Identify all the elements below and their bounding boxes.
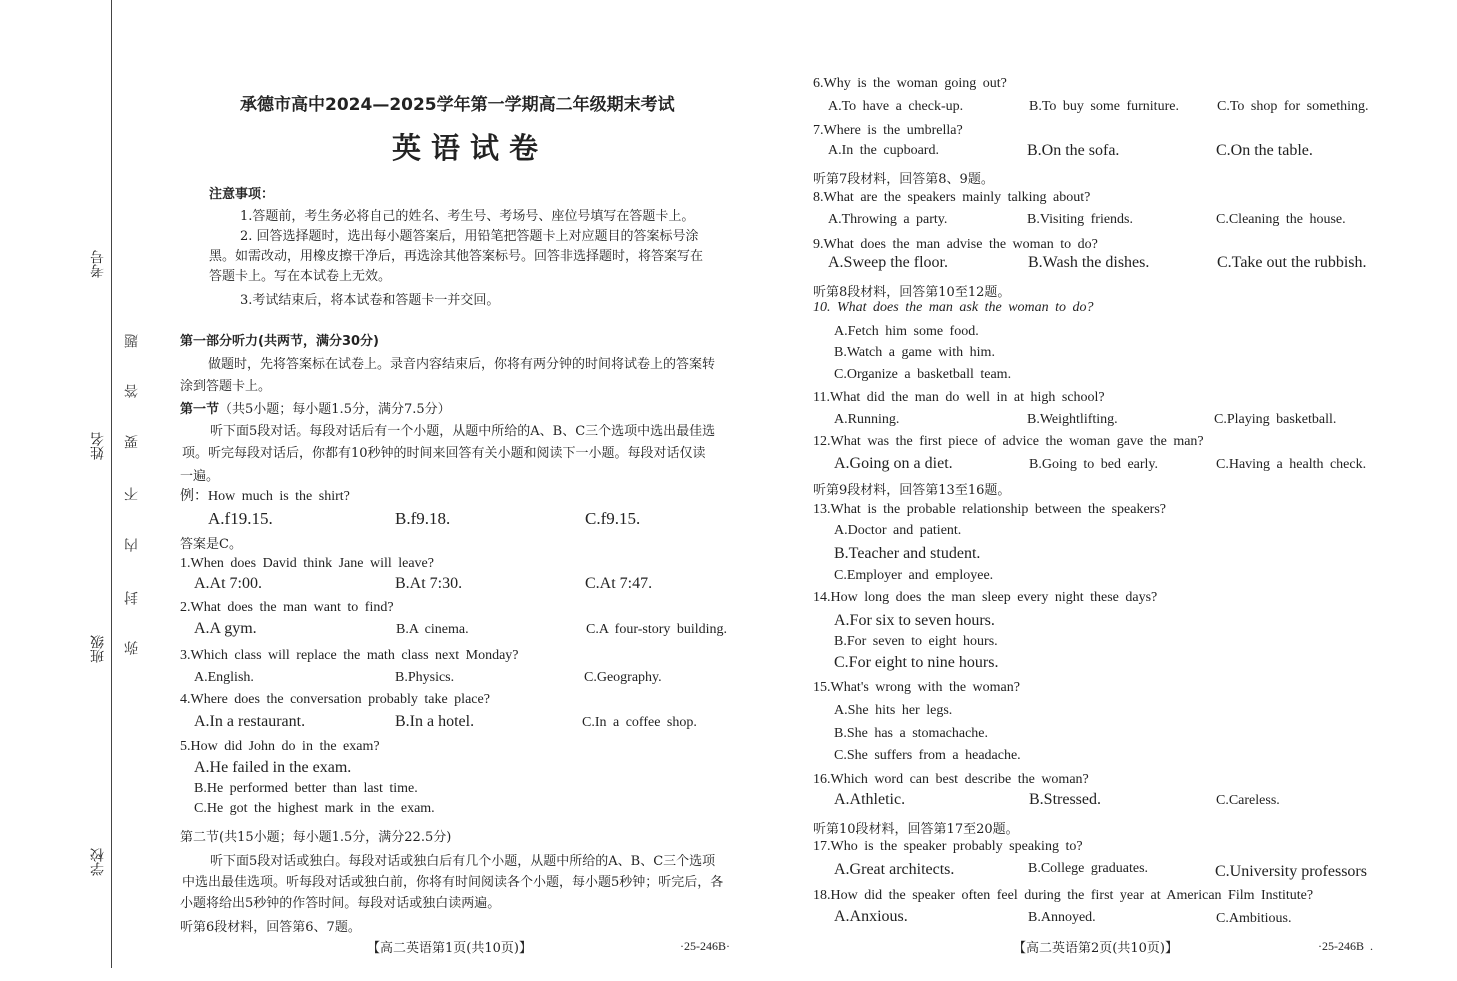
option: C.Organize a basketball team. [834,367,1012,382]
option: A.For six to seven hours. [834,612,995,629]
option: A.In a restaurant. [194,713,306,730]
page-code-right: ·25-246B . [1318,939,1373,953]
seal-char: 内 [124,538,140,552]
example-question: 例：How much is the shirt? [180,489,350,504]
notice-item: 1.答题前，考生务必将自己的姓名、考生号、考场号、座位号填写在答题卡上。 [240,209,695,224]
option: B.Physics. [395,670,455,685]
option: A.She hits her legs. [834,703,953,718]
option: A.Going on a diet. [834,455,953,472]
option: C.In a coffee shop. [582,715,697,730]
part1-intro: 做题时，先将答案标在试卷上。录音内容结束后，你将有两分钟的时间将试卷上的答案转 [208,357,716,372]
option: C.He got the highest mark in the exam. [194,801,435,816]
option: C.Having a health check. [1216,457,1367,472]
example-option: A.f19.15. [208,509,273,528]
option: A.Doctor and patient. [834,523,962,538]
option: C.University professors [1215,863,1367,880]
option: A.English. [194,670,254,685]
option: A.To have a check-up. [828,99,964,114]
section1-note: （共5小题；每小题1.5分，满分7.5分） [219,402,451,417]
section1-intro: 听下面5段对话。每段对话后有一个小题，从题中所给的A、B、C三个选项中选出最佳选 [210,424,716,439]
seal-char: 答 [124,384,140,398]
section1-intro: 项。听完每段对话后，你都有10秒钟的时间来回答有关小题和阅读下一小题。每段对话仅读 [182,446,706,461]
option: A.Fetch him some food. [834,324,979,339]
option: B.Weightlifting. [1027,412,1118,427]
question-2: 2.What does the man want to find? [180,600,394,615]
notice-item: 黑。如需改动，用橡皮擦干净后，再选涂其他答案标号。回答非选择题时，将答案写在 [209,249,704,264]
question-7: 7.Where is the umbrella? [813,123,963,138]
option: C.Cleaning the house. [1216,212,1346,227]
question-18: 18.How did the speaker often feel during the first year at American Film Institute? [813,888,1314,903]
notice-item: 答题卡上。写在本试卷上无效。 [209,269,392,284]
school-label: 学校 [90,848,106,876]
example-answer: 答案是C。 [180,537,242,552]
option: B.Visiting friends. [1027,212,1133,227]
option: B.In a hotel. [395,713,475,730]
notice-heading: 注意事项： [209,187,275,202]
option: C.Employer and employee. [834,568,994,583]
option: B.Annoyed. [1028,910,1096,925]
question-5: 5.How did John do in the exam? [180,739,380,754]
section2-intro: 小题将给出5秒钟的作答时间。每段对话或独白读两遍。 [180,896,501,911]
option: A.Sweep the floor. [828,254,948,271]
example-option: B.f9.18. [395,509,451,528]
option: A.In the cupboard. [828,143,939,158]
option: B.Watch a game with him. [834,345,995,360]
material-7-note: 听第7段材料，回答第8、9题。 [813,172,994,187]
section2-heading: 第二节(共15小题；每小题1.5分，满分22.5分) [180,830,452,845]
notice-item: 3.考试结束后，将本试卷和答题卡一并交回。 [240,293,500,308]
option: B.Stressed. [1029,791,1101,808]
question-13: 13.What is the probable relationship between the speakers? [813,502,1166,517]
option: B.Going to bed early. [1029,457,1159,472]
option: B.College graduates. [1028,861,1149,876]
option: B.Teacher and student. [834,545,981,562]
option: C.A four-story building. [586,622,728,637]
section2-intro: 中选出最佳选项。听每段对话或独白前，你将有时间阅读各个小题，每小题5秒钟；听完后，各 [182,875,724,890]
material-8-note: 听第8段材料，回答第10至12题。 [813,285,1011,300]
material-9-note: 听第9段材料，回答第13至16题。 [813,483,1011,498]
option: A.Anxious. [834,908,908,925]
question-6: 6.Why is the woman going out? [813,76,1007,91]
kaohao-label: 考号 [90,250,106,278]
material-10-note: 听第10段材料，回答第17至20题。 [813,822,1019,837]
question-3: 3.Which class will replace the math class next Monday? [180,648,519,663]
question-14: 14.How long does the man sleep every night these days? [813,590,1158,605]
option: B.She has a stomachache. [834,726,989,741]
seal-char: 要 [124,435,140,449]
notice-item: 2. 回答选择题时，选出每小题答案后，用铅笔把答题卡上对应题目的答案标号涂 [240,229,699,244]
option: A.Athletic. [834,791,906,808]
question-11: 11.What did the man do well in at high school? [813,390,1105,405]
question-17: 17.Who is the speaker probably speaking to? [813,839,1083,854]
seal-char: 不 [124,487,140,501]
binding-line [111,0,112,968]
page-footer-left: 【高二英语第1页(共10页)】 [367,941,532,956]
option: B.He performed better than last time. [194,781,418,796]
seal-char: 封 [124,591,140,605]
option: B.A cinema. [396,622,469,637]
question-9: 9.What does the man advise the woman to do? [813,237,1098,252]
option: A.Great architects. [834,861,955,878]
option: C.At 7:47. [585,575,653,592]
seal-char: 题 [124,334,140,348]
section2-intro: 听下面5段对话或独白。每段对话或独白后有几个小题，从题中所给的A、B、C三个选项 [210,854,716,869]
option: C.Geography. [584,670,662,685]
option: C.She suffers from a headache. [834,748,1021,763]
section1-heading-row [180,398,451,418]
question-1: 1.When does David think Jane will leave? [180,556,434,571]
option: C.On the table. [1216,142,1313,159]
seal-char: 弥 [124,641,140,655]
option: B.On the sofa. [1027,142,1120,159]
exam-subject: 英语试卷 [392,131,549,165]
option: C.Take out the rubbish. [1217,254,1367,271]
part1-intro: 涂到答题卡上。 [180,379,272,394]
section1-intro: 一遍。 [180,469,220,484]
question-16: 16.Which word can best describe the woman? [813,772,1089,787]
question-15: 15.What's wrong with the woman? [813,680,1020,695]
section1-heading: 第一节 [180,402,220,417]
page-code-left: ·25-246B· [680,939,730,953]
option: C.For eight to nine hours. [834,654,999,671]
option: C.Ambitious. [1216,911,1292,926]
material-6-note: 听第6段材料，回答第6、7题。 [180,920,361,935]
option: B.For seven to eight hours. [834,634,998,649]
option: A.Running. [834,412,900,427]
part1-heading: 第一部分听力(共两节，满分30分) [180,334,379,349]
page-footer-right: 【高二英语第2页(共10页)】 [1013,941,1178,956]
option: C.To shop for something. [1217,99,1369,114]
option: A.He failed in the exam. [194,759,352,776]
class-label: 班级 [90,635,106,663]
option: B.To buy some furniture. [1029,99,1179,114]
question-12: 12.What was the first piece of advice the woman gave the man? [813,434,1204,449]
name-label: 姓名 [90,432,106,460]
option: B.Wash the dishes. [1028,254,1150,271]
question-8: 8.What are the speakers mainly talking about? [813,190,1091,205]
option: B.At 7:30. [395,575,463,592]
option: A.Throwing a party. [828,212,948,227]
question-4: 4.Where does the conversation probably take place? [180,692,490,707]
option: C.Careless. [1216,793,1280,808]
question-10: 10. What does the man ask the woman to do? [813,300,1094,315]
option: A.A gym. [194,620,257,637]
option: C.Playing basketball. [1214,412,1337,427]
example-option: C.f9.15. [585,509,641,528]
exam-title: 承德市高中2024—2025学年第一学期高二年级期末考试 [240,95,675,115]
option: A.At 7:00. [194,575,262,592]
